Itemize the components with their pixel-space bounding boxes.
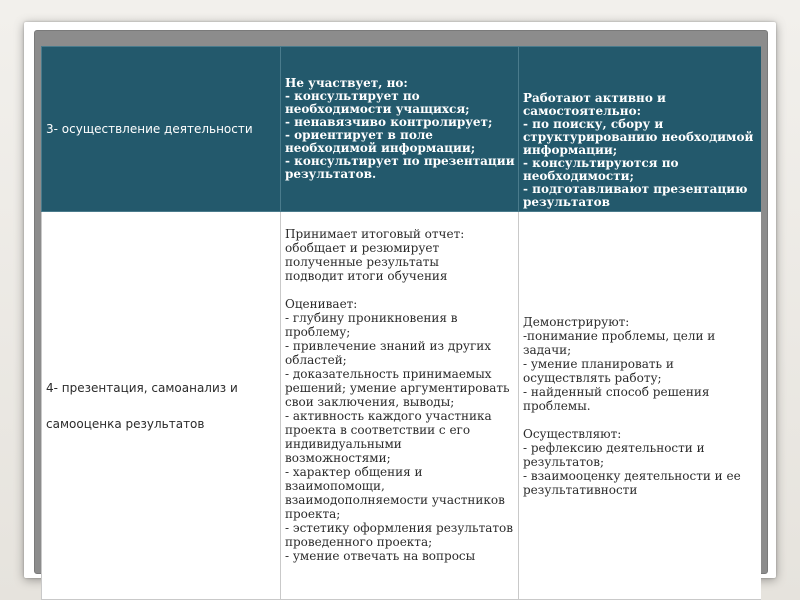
stage-3-students-line: структурированию необходимой (523, 130, 754, 144)
stage-4-teacher-line: свои заключения, выводы; (285, 395, 455, 409)
stage-4-students-cell (519, 212, 762, 600)
stage-4-teacher-line: возможностями; (285, 451, 391, 465)
stage-3-students-cell (519, 47, 762, 212)
stage-4-students-line: Демонстрируют: (523, 314, 630, 329)
stage-4-teacher-line: - активность каждого участника (285, 409, 492, 423)
stage-3-students-line: - по поиску, сбору и (523, 117, 664, 131)
stage-3-teacher-cell (281, 47, 519, 212)
stage-3-students-line: результатов (523, 195, 610, 209)
table-row-stage-4 (42, 212, 762, 600)
stage-3-students-line: необходимости; (523, 169, 634, 183)
stage-4-teacher-line: обобщает и резюмирует (285, 241, 440, 255)
stage-3-students-line: - подготавливают презентацию (523, 182, 748, 196)
stage-4-students-line: Осуществляют: (523, 426, 622, 441)
stage-3-teacher-line: необходимости учащихся; (285, 102, 470, 116)
stage-3-teacher-line: результатов. (285, 167, 377, 181)
stage-4-teacher-line: индивидуальными (285, 437, 402, 451)
slide-content (41, 46, 761, 600)
stage-4-teacher-line: взаимопомощи, (285, 479, 385, 493)
stage-4-teacher-line: полученные результаты (285, 255, 439, 269)
paragraph-gap (285, 283, 514, 297)
stage-4-students-line: задачи; (523, 342, 572, 357)
stage-4-students-line: - умение планировать и (523, 356, 674, 371)
stage-3-teacher-line: - ненавязчиво контролирует; (285, 115, 493, 129)
stage-4-students-line: -понимание проблемы, цели и (523, 328, 716, 343)
stage-3-teacher-line: Не участвует, но: (285, 76, 408, 90)
stage-4-students-line: результатов; (523, 454, 604, 469)
stage-3-teacher-line: - ориентирует в поле (285, 128, 433, 142)
table-row-stage-3 (42, 47, 762, 212)
stage-3-teacher-line: - консультирует по (285, 89, 420, 103)
stage-4-label-line: самооценка результатов (46, 416, 205, 431)
stage-4-teacher-line: проблему; (285, 325, 351, 339)
stage-4-teacher-line: - глубину проникновения в (285, 311, 458, 325)
stage-4-label-line: 4- презентация, самоанализ и (46, 380, 238, 395)
stage-4-teacher-line: подводит итоги обучения (285, 269, 448, 283)
stage-4-teacher-line: проекта; (285, 507, 341, 521)
stage-4-teacher-cell (281, 212, 519, 600)
stage-4-teacher-line: Принимает итоговый отчет: (285, 227, 465, 241)
stage-4-students-line: проблемы. (523, 398, 591, 413)
stage-4-teacher-line: Оценивает: (285, 297, 358, 311)
stage-4-teacher-line: - доказательность принимаемых (285, 367, 492, 381)
stage-4-teacher-line: решений; умение аргументировать (285, 381, 510, 395)
stage-4-teacher-line: проведенного проекта; (285, 535, 433, 549)
stage-4-cell (42, 212, 281, 600)
stage-4-students-line: - рефлексию деятельности и (523, 440, 705, 455)
stage-4-teacher-line: проекта в соответствии с его (285, 423, 471, 437)
stage-3-teacher-line: - консультирует по презентации (285, 154, 515, 168)
project-stages-table (41, 46, 761, 600)
stage-3-students-line: самостоятельно: (523, 104, 642, 118)
stage-4-teacher-line: - умение отвечать на вопросы (285, 549, 476, 563)
stage-4-teacher-line: взаимодополняемости участников (285, 493, 505, 507)
stage-4-students-line: - взаимооценку деятельности и ее (523, 468, 741, 483)
stage-3-students-line: - консультируются по (523, 156, 679, 170)
stage-4-teacher-line: - характер общения и (285, 465, 423, 479)
stage-3-cell (42, 47, 281, 212)
stage-4-students-line: осуществлять работу; (523, 370, 662, 385)
stage-4-teacher-line: - эстетику оформления результатов (285, 521, 513, 535)
stage-4-teacher-line: - привлечение знаний из других (285, 339, 492, 353)
stage-4-students-line: - найденный способ решения (523, 384, 710, 399)
stage-3-teacher-line: необходимой информации; (285, 141, 476, 155)
paragraph-gap (523, 413, 757, 427)
stage-3-label: 3- осуществление деятельности (46, 121, 253, 136)
stage-3-students-line: информации; (523, 143, 618, 157)
stage-4-students-line: результативности (523, 482, 638, 497)
stage-3-students-line: Работают активно и (523, 91, 666, 105)
stage-4-teacher-line: областей; (285, 353, 347, 367)
